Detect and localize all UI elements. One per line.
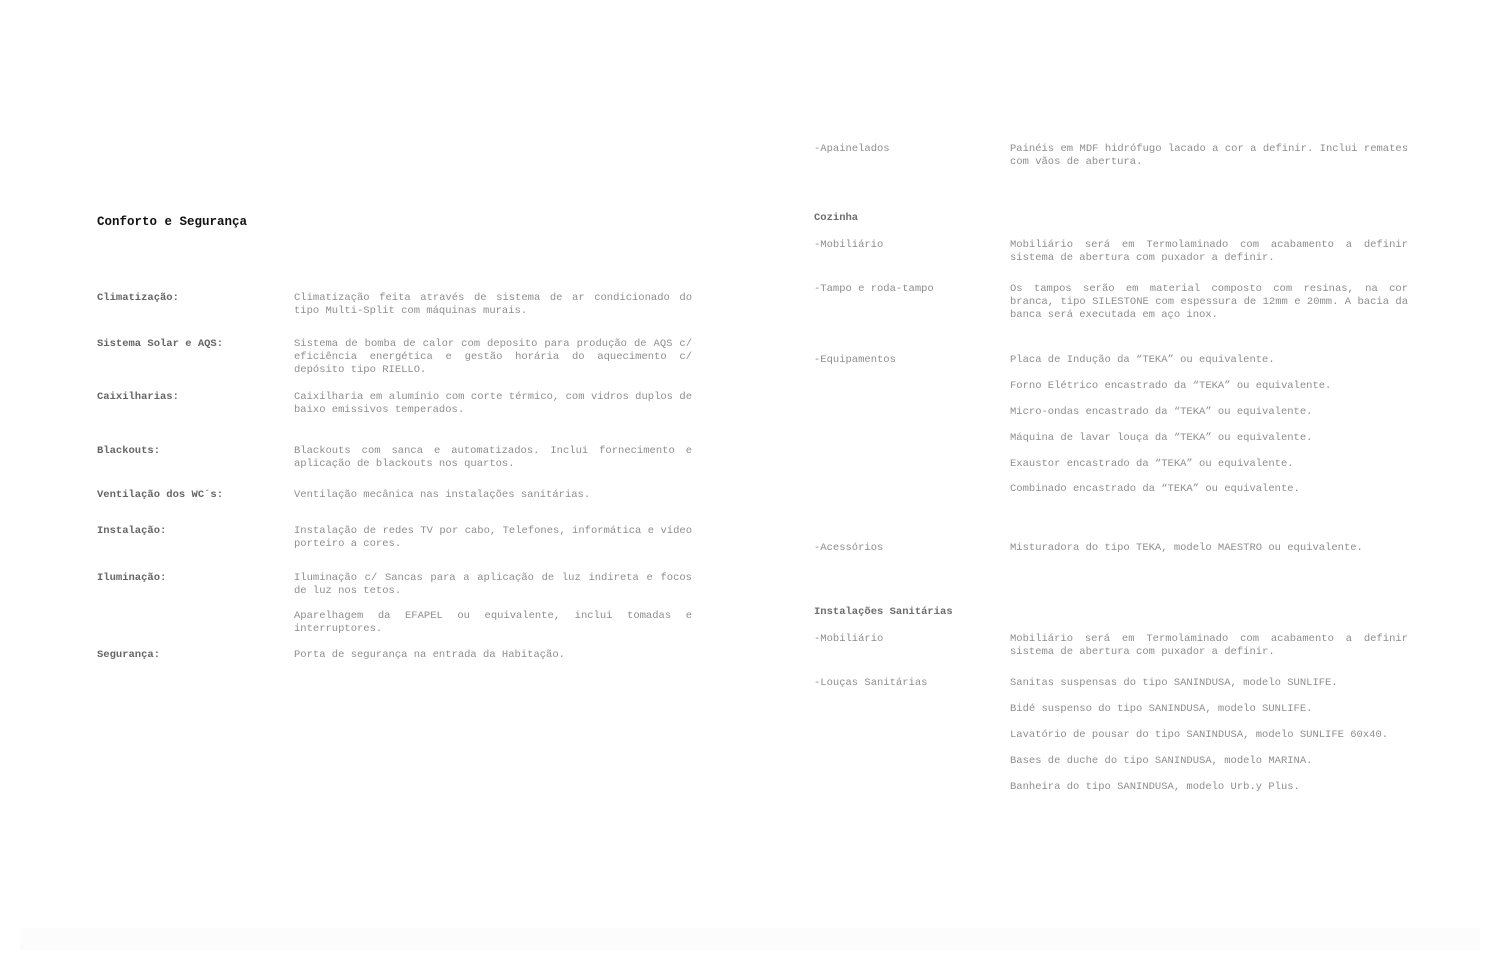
- spec-label: Iluminação:: [97, 572, 167, 584]
- spec-label: -Mobiliário: [814, 239, 884, 251]
- spec-description: Aparelhagem da EFAPEL ou equivalente, inclui tomadas e interruptores.: [294, 610, 699, 635]
- list-item: Sanitas suspensas do tipo SANINDUSA, modelo SUNLIFE.: [1010, 677, 1338, 689]
- spec-label: -Tampo e roda-tampo: [814, 283, 934, 295]
- spec-label: -Apainelados: [814, 143, 890, 155]
- spec-label: Caixilharias:: [97, 391, 179, 403]
- spec-label: Ventilação dos WC´s:: [97, 489, 224, 501]
- spec-description: Painéis em MDF hidrófugo lacado a cor a definir. Inclui remates com vãos de abertura.: [1010, 143, 1415, 168]
- spec-description: Porta de segurança na entrada da Habitação.: [294, 649, 565, 661]
- spec-label: Sistema Solar e AQS:: [97, 338, 224, 350]
- section-title: Conforto e Segurança: [97, 215, 248, 229]
- list-item: Forno Elétrico encastrado da “TEKA” ou equivalente.: [1010, 380, 1332, 392]
- kitchen-heading: Cozinha: [814, 212, 859, 224]
- spec-label: -Mobiliário: [814, 633, 884, 645]
- spec-description: Iluminação c/ Sancas para a aplicação de luz indireta e focos de luz nos tetos.: [294, 572, 699, 597]
- list-item: Máquina de lavar louça da “TEKA” ou equivalente.: [1010, 432, 1313, 444]
- spec-description: Ventilação mecânica nas instalações sanitárias.: [294, 489, 591, 501]
- spec-label: -Equipamentos: [814, 354, 896, 366]
- spec-description: Mobiliário será em Termolaminado com acabamento a definir sistema de abertura com puxador a definir.: [1010, 633, 1415, 658]
- spec-label: Climatização:: [97, 292, 179, 304]
- spec-label: Blackouts:: [97, 445, 161, 457]
- spec-description: Blackouts com sanca e automatizados. Inclui fornecimento e aplicação de blackouts nos quartos.: [294, 445, 699, 470]
- list-item: Exaustor encastrado da “TEKA” ou equivalente.: [1010, 458, 1294, 470]
- list-item: Banheira do tipo SANINDUSA, modelo Urb.y Plus.: [1010, 781, 1300, 793]
- list-item: Bases de duche do tipo SANINDUSA, modelo MARINA.: [1010, 755, 1313, 767]
- spec-description: Os tampos serão em material composto com resinas, na cor branca, tipo SILESTONE com espessura de 12mm e 20mm. A bacia da banca será executada em aço inox.: [1010, 283, 1415, 321]
- list-item: Lavatório de pousar do tipo SANINDUSA, modelo SUNLIFE 60x40.: [1010, 729, 1389, 741]
- list-item: Combinado encastrado da “TEKA” ou equivalente.: [1010, 483, 1300, 495]
- list-item: Micro-ondas encastrado da “TEKA” ou equivalente.: [1010, 406, 1313, 418]
- spec-description: Mobiliário será em Termolaminado com acabamento a definir sistema de abertura com puxador a definir.: [1010, 239, 1415, 264]
- spec-description: Instalação de redes TV por cabo, Telefones, informática e vídeo porteiro a cores.: [294, 525, 699, 550]
- spec-description: Caixilharia em alumínio com corte térmico, com vidros duplos de baixo emissivos temperados.: [294, 391, 699, 416]
- sanitary-heading: Instalações Sanitárias: [814, 606, 953, 618]
- footer-band: [20, 928, 1480, 950]
- spec-description: Climatização feita através de sistema de ar condicionado do tipo Multi-Split com máquinas murais.: [294, 292, 699, 317]
- list-item: Placa de Indução da “TEKA” ou equivalente.: [1010, 354, 1275, 366]
- spec-description: Misturadora do tipo TEKA, modelo MAESTRO ou equivalente.: [1010, 542, 1363, 554]
- list-item: Bidé suspenso do tipo SANINDUSA, modelo SUNLIFE.: [1010, 703, 1313, 715]
- spec-label: -Acessórios: [814, 542, 884, 554]
- spec-label: Segurança:: [97, 649, 161, 661]
- spec-description: Sistema de bomba de calor com deposito para produção de AQS c/ eficiência energética e gestão horária do aquecimento c/ depósito tipo RIELLO.: [294, 338, 699, 376]
- spec-label: Instalação:: [97, 525, 167, 537]
- spec-label: -Louças Sanitárias: [814, 677, 928, 689]
